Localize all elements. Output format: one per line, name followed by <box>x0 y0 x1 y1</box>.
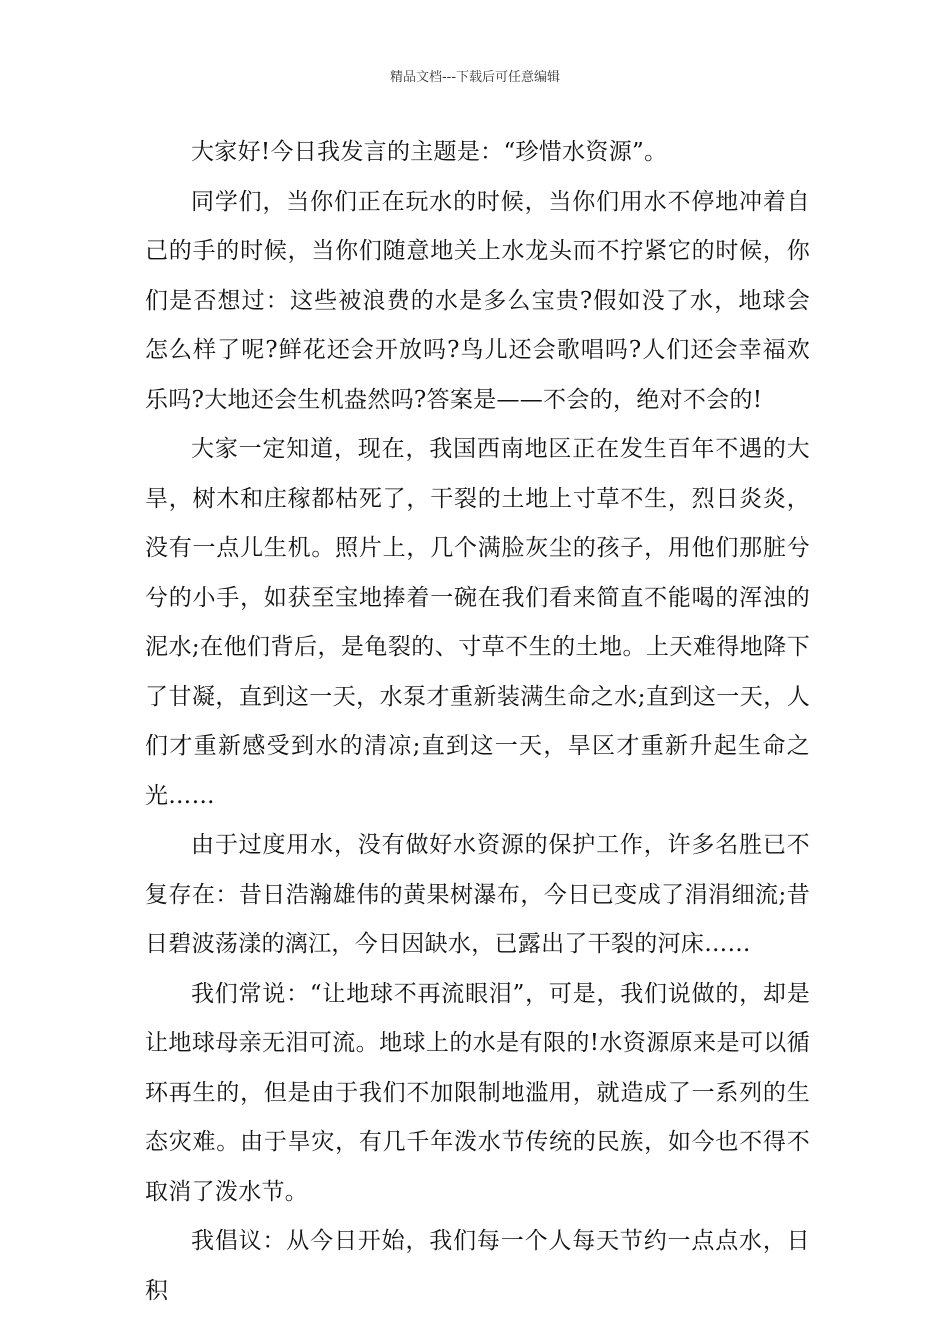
paragraph-1: 大家好!今日我发言的主题是：“珍惜水资源”。 <box>191 139 668 165</box>
paragraph-3: 大家一定知道，现在，我国西南地区正在发生百年不遇的大旱，树木和庄稼都枯死了，干裂的土地上寸草不生，烈日炎炎，没有一点儿生机。照片上，几个满脸灰尘的孩子，用他们那脏兮兮的小手，如获至宝地捧着一碗在我们看来简直不能喝的浑浊的泥水;在他们背后，是龟裂的、寸草不生的土地。上天难得地降下了甘凝，直到这一天，水泵才重新装满生命之水;直到这一天，人们才重新感受到水的清凉;直到这一天，旱区才重新升起生命之光…… <box>145 436 810 809</box>
paragraph-5: 我们常说：“让地球不再流眼泪”，可是，我们说做的，却是让地球母亲无泪可流。地球上的水是有限的!水资源原来是可以循环再生的，但是由于我们不加限制地滥用，就造成了一系列的生态灾难。由于旱灾，有几千年泼水节传统的民族，如今也不得不取消了泼水节。 <box>145 980 810 1205</box>
document-body <box>145 128 810 1316</box>
page-header: 精品文档---下载后可任意编辑 <box>389 70 561 85</box>
paragraph-2: 同学们，当你们正在玩水的时候，当你们用水不停地冲着自己的手的时候，当你们随意地关上水龙头而不拧紧它的时候，你们是否想过：这些被浪费的水是多么宝贵?假如没了水，地球会怎么样了呢?鲜花还会开放吗?鸟儿还会歌唱吗?人们还会幸福欢乐吗?大地还会生机盎然吗?答案是——不会的，绝对不会的! <box>145 188 810 413</box>
paragraph-4: 由于过度用水，没有做好水资源的保护工作，许多名胜已不复存在：昔日浩瀚雄伟的黄果树瀑布，今日已变成了涓涓细流;昔日碧波荡漾的漓江，今日因缺水，已露出了干裂的河床…… <box>145 832 810 957</box>
paragraph-6: 我倡议：从今日开始，我们每一个人每天节约一点点水，日积 <box>145 1228 810 1304</box>
